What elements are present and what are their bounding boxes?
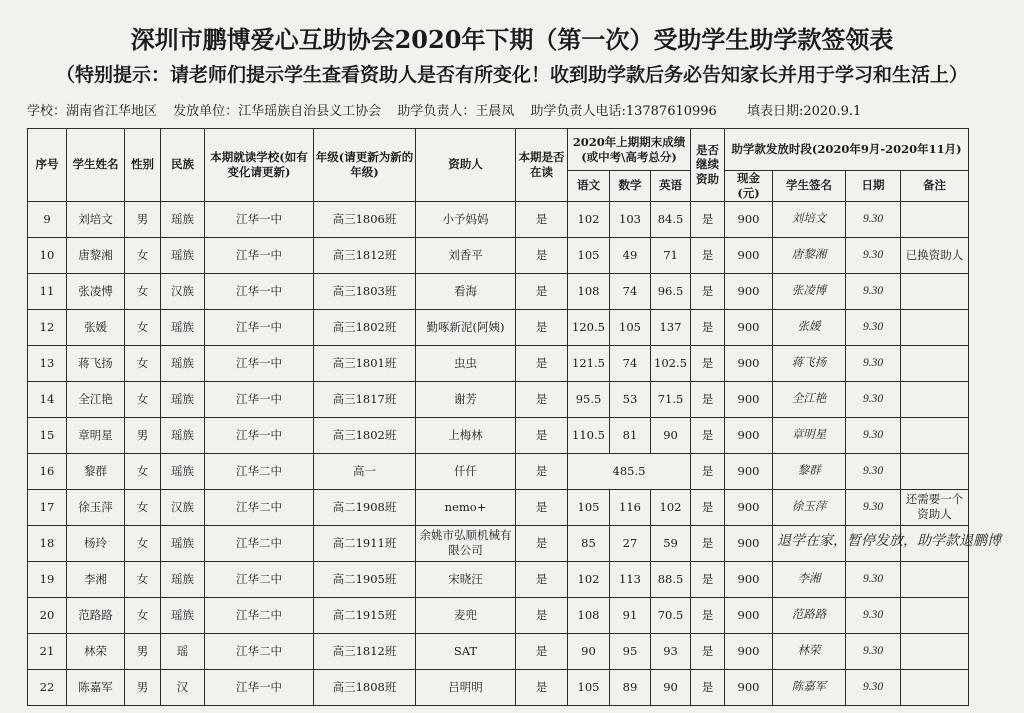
cash-amount: 900 — [725, 669, 773, 705]
continue-aid: 是 — [691, 273, 725, 309]
chinese-score: 121.5 — [568, 345, 610, 381]
student-name: 林荣 — [67, 633, 125, 669]
enrolled-status: 是 — [516, 237, 568, 273]
math-score: 74 — [610, 345, 651, 381]
row-number: 14 — [28, 381, 67, 417]
table-row — [28, 669, 969, 705]
gender: 男 — [125, 201, 161, 237]
grade-class: 高三1812班 — [314, 237, 416, 273]
school-region: 学校：湖南省江华地区 — [27, 104, 158, 119]
enrolled-status: 是 — [516, 561, 568, 597]
gender: 男 — [125, 417, 161, 453]
ethnicity: 瑶族 — [161, 561, 205, 597]
student-signature: 黎群 — [773, 453, 846, 489]
chinese-score: 85 — [568, 525, 610, 561]
header-grade: 年级(请更新为新的年级) — [314, 129, 416, 202]
remark — [901, 273, 969, 309]
school-name: 江华二中 — [205, 525, 314, 561]
enrolled-status: 是 — [516, 525, 568, 561]
grade-class: 高三1806班 — [314, 201, 416, 237]
continue-aid: 是 — [691, 309, 725, 345]
student-name: 陈嘉军 — [67, 669, 125, 705]
sponsor-name: 勤啄新泥(阿姨) — [416, 309, 516, 345]
header-sponsor: 资助人 — [416, 129, 516, 202]
continue-aid: 是 — [691, 489, 725, 525]
aid-manager: 助学负责人：王晨凤 — [397, 104, 515, 119]
english-score: 96.5 — [651, 273, 691, 309]
sponsor-name: 谢芳 — [416, 381, 516, 417]
gender: 女 — [125, 597, 161, 633]
continue-aid: 是 — [691, 561, 725, 597]
cash-amount: 900 — [725, 453, 773, 489]
enrolled-status: 是 — [516, 201, 568, 237]
row-number: 18 — [28, 525, 67, 561]
sponsor-name: 上梅林 — [416, 417, 516, 453]
math-score: 105 — [610, 309, 651, 345]
remark — [901, 309, 969, 345]
school-name: 江华一中 — [205, 417, 314, 453]
continue-aid: 是 — [691, 417, 725, 453]
row-number: 17 — [28, 489, 67, 525]
sign-date: 9.30 — [846, 237, 901, 273]
english-score: 70.5 — [651, 597, 691, 633]
student-name: 刘培文 — [67, 201, 125, 237]
grade-class: 高三1817班 — [314, 381, 416, 417]
grade-class: 高一 — [314, 453, 416, 489]
header-math: 数学 — [610, 171, 651, 202]
table-header — [28, 129, 969, 202]
header-gender: 性别 — [125, 129, 161, 202]
issuing-unit: 发放单位：江华瑶族自治县义工协会 — [173, 104, 382, 119]
student-name: 李湘 — [67, 561, 125, 597]
continue-aid: 是 — [691, 525, 725, 561]
continue-aid: 是 — [691, 345, 725, 381]
cash-amount: 900 — [725, 525, 773, 561]
student-name: 全江艳 — [67, 381, 125, 417]
row-number: 20 — [28, 597, 67, 633]
grade-class: 高二1911班 — [314, 525, 416, 561]
enrolled-status: 是 — [516, 597, 568, 633]
remark — [901, 381, 969, 417]
cash-amount: 900 — [725, 345, 773, 381]
school-name: 江华二中 — [205, 597, 314, 633]
math-score: 103 — [610, 201, 651, 237]
table-row — [28, 597, 969, 633]
sign-date: 9.30 — [846, 417, 901, 453]
chinese-score: 105 — [568, 669, 610, 705]
row-number: 15 — [28, 417, 67, 453]
student-name: 章明星 — [67, 417, 125, 453]
remark — [901, 633, 969, 669]
total-score: 485.5 — [568, 453, 691, 489]
header-ethnicity: 民族 — [161, 129, 205, 202]
signature-cell — [773, 525, 1002, 561]
table-row — [28, 345, 969, 381]
school-name: 江华一中 — [205, 381, 314, 417]
ethnicity: 瑶族 — [161, 525, 205, 561]
grade-class: 高三1802班 — [314, 309, 416, 345]
sign-date: 9.30 — [846, 561, 901, 597]
grade-class: 高二1915班 — [314, 597, 416, 633]
english-score: 102.5 — [651, 345, 691, 381]
table-body — [28, 201, 1002, 705]
chinese-score: 105 — [568, 237, 610, 273]
grade-class: 高二1905班 — [314, 561, 416, 597]
english-score: 88.5 — [651, 561, 691, 597]
school-name: 江华一中 — [205, 309, 314, 345]
enrolled-status: 是 — [516, 309, 568, 345]
student-signature: 张媛 — [773, 309, 846, 345]
grade-class: 高三1803班 — [314, 273, 416, 309]
table-row — [28, 489, 969, 525]
continue-aid: 是 — [691, 453, 725, 489]
school-name: 江华二中 — [205, 453, 314, 489]
school-name: 江华二中 — [205, 489, 314, 525]
chinese-score: 90 — [568, 633, 610, 669]
table-row — [28, 309, 969, 345]
remark — [901, 345, 969, 381]
header-row — [28, 129, 969, 171]
ethnicity: 瑶族 — [161, 381, 205, 417]
student-signature: 李湘 — [773, 561, 846, 597]
continue-aid: 是 — [691, 381, 725, 417]
table-row — [28, 633, 969, 669]
sign-date: 9.30 — [846, 453, 901, 489]
cash-amount: 900 — [725, 201, 773, 237]
school-name: 江华二中 — [205, 561, 314, 597]
enrolled-status: 是 — [516, 669, 568, 705]
ethnicity: 瑶族 — [161, 453, 205, 489]
student-signature: 范路路 — [773, 597, 846, 633]
header-date: 日期 — [846, 171, 901, 202]
row-number: 21 — [28, 633, 67, 669]
remark: 已换资助人 — [901, 237, 969, 273]
grade-class: 高三1808班 — [314, 669, 416, 705]
cash-amount: 900 — [725, 417, 773, 453]
remark — [901, 597, 969, 633]
ethnicity: 汉族 — [161, 273, 205, 309]
header-school: 本期就读学校(如有变化请更新) — [205, 129, 314, 202]
header-chinese: 语文 — [568, 171, 610, 202]
english-score: 84.5 — [651, 201, 691, 237]
school-name: 江华一中 — [205, 237, 314, 273]
remark — [901, 561, 969, 597]
sponsor-name: 仟仟 — [416, 453, 516, 489]
remark — [901, 201, 969, 237]
continue-aid: 是 — [691, 201, 725, 237]
sign-off-table — [27, 128, 1002, 706]
continue-aid: 是 — [691, 597, 725, 633]
english-score: 102 — [651, 489, 691, 525]
school-name: 江华一中 — [205, 201, 314, 237]
row-number: 16 — [28, 453, 67, 489]
math-score: 89 — [610, 669, 651, 705]
ethnicity: 瑶族 — [161, 201, 205, 237]
table-row — [28, 417, 969, 453]
math-score: 116 — [610, 489, 651, 525]
header-english: 英语 — [651, 171, 691, 202]
ethnicity: 瑶族 — [161, 309, 205, 345]
chinese-score: 108 — [568, 597, 610, 633]
table-row — [28, 237, 969, 273]
header-scores: 2020年上期期末成绩(或中考\高考总分) — [568, 129, 691, 171]
grade-class: 高三1802班 — [314, 417, 416, 453]
student-name: 唐黎湘 — [67, 237, 125, 273]
ethnicity: 瑶族 — [161, 345, 205, 381]
sponsor-name: SAT — [416, 633, 516, 669]
header-disbursement-period: 助学款发放时段(2020年9月-2020年11月) — [725, 129, 969, 171]
enrolled-status: 是 — [516, 633, 568, 669]
row-number: 10 — [28, 237, 67, 273]
chinese-score: 110.5 — [568, 417, 610, 453]
student-signature: 张凌博 — [773, 273, 846, 309]
math-score: 113 — [610, 561, 651, 597]
sign-date: 9.30 — [846, 633, 901, 669]
table-row — [28, 561, 969, 597]
gender: 女 — [125, 525, 161, 561]
ethnicity: 瑶族 — [161, 417, 205, 453]
ethnicity: 瑶族 — [161, 597, 205, 633]
student-signature: 唐黎湘 — [773, 237, 846, 273]
gender: 女 — [125, 381, 161, 417]
chinese-score: 95.5 — [568, 381, 610, 417]
grade-class: 高三1812班 — [314, 633, 416, 669]
sponsor-name: 宋晓汪 — [416, 561, 516, 597]
cash-amount: 900 — [725, 237, 773, 273]
cash-amount: 900 — [725, 489, 773, 525]
english-score: 71.5 — [651, 381, 691, 417]
gender: 女 — [125, 237, 161, 273]
student-signature: 蒋飞扬 — [773, 345, 846, 381]
document-title: 深圳市鹏博爱心互助协会2020年下期（第一次）受助学生助学款签领表 — [130, 25, 894, 54]
handwritten-note: 退学在家，暂停发放，助学款退鹏博 — [777, 533, 1002, 549]
math-score: 53 — [610, 381, 651, 417]
ethnicity: 汉族 — [161, 489, 205, 525]
sign-date: 9.30 — [846, 381, 901, 417]
enrolled-status: 是 — [516, 273, 568, 309]
chinese-score: 102 — [568, 561, 610, 597]
sign-date: 9.30 — [846, 597, 901, 633]
chinese-score: 105 — [568, 489, 610, 525]
chinese-score: 120.5 — [568, 309, 610, 345]
sponsor-name: 麦兜 — [416, 597, 516, 633]
gender: 女 — [125, 561, 161, 597]
remark — [901, 669, 969, 705]
sponsor-name: 虫虫 — [416, 345, 516, 381]
gender: 男 — [125, 633, 161, 669]
gender: 女 — [125, 273, 161, 309]
school-name: 江华一中 — [205, 345, 314, 381]
math-score: 27 — [610, 525, 651, 561]
continue-aid: 是 — [691, 669, 725, 705]
aid-manager-phone: 助学负责人电话:13787610996 — [530, 104, 717, 119]
enrolled-status: 是 — [516, 489, 568, 525]
table-row — [28, 381, 969, 417]
sponsor-name: 看海 — [416, 273, 516, 309]
math-score: 74 — [610, 273, 651, 309]
table-row — [28, 273, 969, 309]
sign-date: 9.30 — [846, 201, 901, 237]
english-score: 90 — [651, 669, 691, 705]
student-name: 杨玲 — [67, 525, 125, 561]
student-signature: 陈嘉军 — [773, 669, 846, 705]
enrolled-status: 是 — [516, 381, 568, 417]
header-student-name: 学生姓名 — [67, 129, 125, 202]
gender: 女 — [125, 489, 161, 525]
gender: 男 — [125, 669, 161, 705]
header-continue-aid: 是否继续资助 — [691, 129, 725, 202]
english-score: 93 — [651, 633, 691, 669]
english-score: 90 — [651, 417, 691, 453]
math-score: 91 — [610, 597, 651, 633]
student-name: 范路路 — [67, 597, 125, 633]
chinese-score: 108 — [568, 273, 610, 309]
english-score: 137 — [651, 309, 691, 345]
ethnicity: 瑶 — [161, 633, 205, 669]
grade-class: 高三1801班 — [314, 345, 416, 381]
sponsor-name: 余姚市弘顺机械有限公司 — [416, 525, 516, 561]
header-student-signature: 学生签名 — [773, 171, 846, 202]
row-number: 19 — [28, 561, 67, 597]
math-score: 81 — [610, 417, 651, 453]
school-name: 江华一中 — [205, 669, 314, 705]
chinese-score: 102 — [568, 201, 610, 237]
table-row — [28, 453, 969, 489]
remark — [901, 417, 969, 453]
sign-date: 9.30 — [846, 489, 901, 525]
student-name: 黎群 — [67, 453, 125, 489]
row-number: 12 — [28, 309, 67, 345]
student-signature: 刘培文 — [773, 201, 846, 237]
english-score: 71 — [651, 237, 691, 273]
cash-amount: 900 — [725, 633, 773, 669]
grade-class: 高二1908班 — [314, 489, 416, 525]
ethnicity: 汉 — [161, 669, 205, 705]
school-name: 江华二中 — [205, 633, 314, 669]
fill-date: 填表日期:2020.9.1 — [746, 104, 862, 119]
row-number: 11 — [28, 273, 67, 309]
continue-aid: 是 — [691, 633, 725, 669]
row-number: 13 — [28, 345, 67, 381]
header-remark: 备注 — [901, 171, 969, 202]
student-signature: 全江艳 — [773, 381, 846, 417]
student-name: 张媛 — [67, 309, 125, 345]
student-name: 蒋飞扬 — [67, 345, 125, 381]
continue-aid: 是 — [691, 237, 725, 273]
cash-amount: 900 — [725, 309, 773, 345]
special-notice: （特别提示：请老师们提示学生查看资助人是否有所变化！收到助学款后务必告知家长并用于学习和生活上） — [55, 64, 968, 86]
header-cash: 现金(元) — [725, 171, 773, 202]
header-serial-number: 序号 — [28, 129, 67, 202]
gender: 女 — [125, 345, 161, 381]
row-number: 9 — [28, 201, 67, 237]
sign-date: 9.30 — [846, 345, 901, 381]
enrolled-status: 是 — [516, 453, 568, 489]
cash-amount: 900 — [725, 273, 773, 309]
sign-date: 9.30 — [846, 669, 901, 705]
student-name: 张凌愽 — [67, 273, 125, 309]
row-number: 22 — [28, 669, 67, 705]
math-score: 49 — [610, 237, 651, 273]
sponsor-name: 小予妈妈 — [416, 201, 516, 237]
remark: 还需要一个资助人 — [901, 489, 969, 525]
info-line — [27, 100, 873, 119]
header-enrolled: 本期是否在读 — [516, 129, 568, 202]
school-name: 江华一中 — [205, 273, 314, 309]
sponsor-name: 刘香平 — [416, 237, 516, 273]
enrolled-status: 是 — [516, 417, 568, 453]
cash-amount: 900 — [725, 381, 773, 417]
remark — [901, 453, 969, 489]
gender: 女 — [125, 309, 161, 345]
gender: 女 — [125, 453, 161, 489]
math-score: 95 — [610, 633, 651, 669]
student-name: 徐玉萍 — [67, 489, 125, 525]
student-signature: 章明星 — [773, 417, 846, 453]
cash-amount: 900 — [725, 597, 773, 633]
english-score: 59 — [651, 525, 691, 561]
enrolled-status: 是 — [516, 345, 568, 381]
sign-date: 9.30 — [846, 273, 901, 309]
student-signature: 林荣 — [773, 633, 846, 669]
table-row — [28, 201, 969, 237]
sponsor-name: 吕明明 — [416, 669, 516, 705]
student-signature: 徐玉萍 — [773, 489, 846, 525]
cash-amount: 900 — [725, 561, 773, 597]
table-row — [28, 525, 969, 561]
ethnicity: 瑶族 — [161, 237, 205, 273]
sign-date: 9.30 — [846, 309, 901, 345]
sponsor-name: nemo+ — [416, 489, 516, 525]
